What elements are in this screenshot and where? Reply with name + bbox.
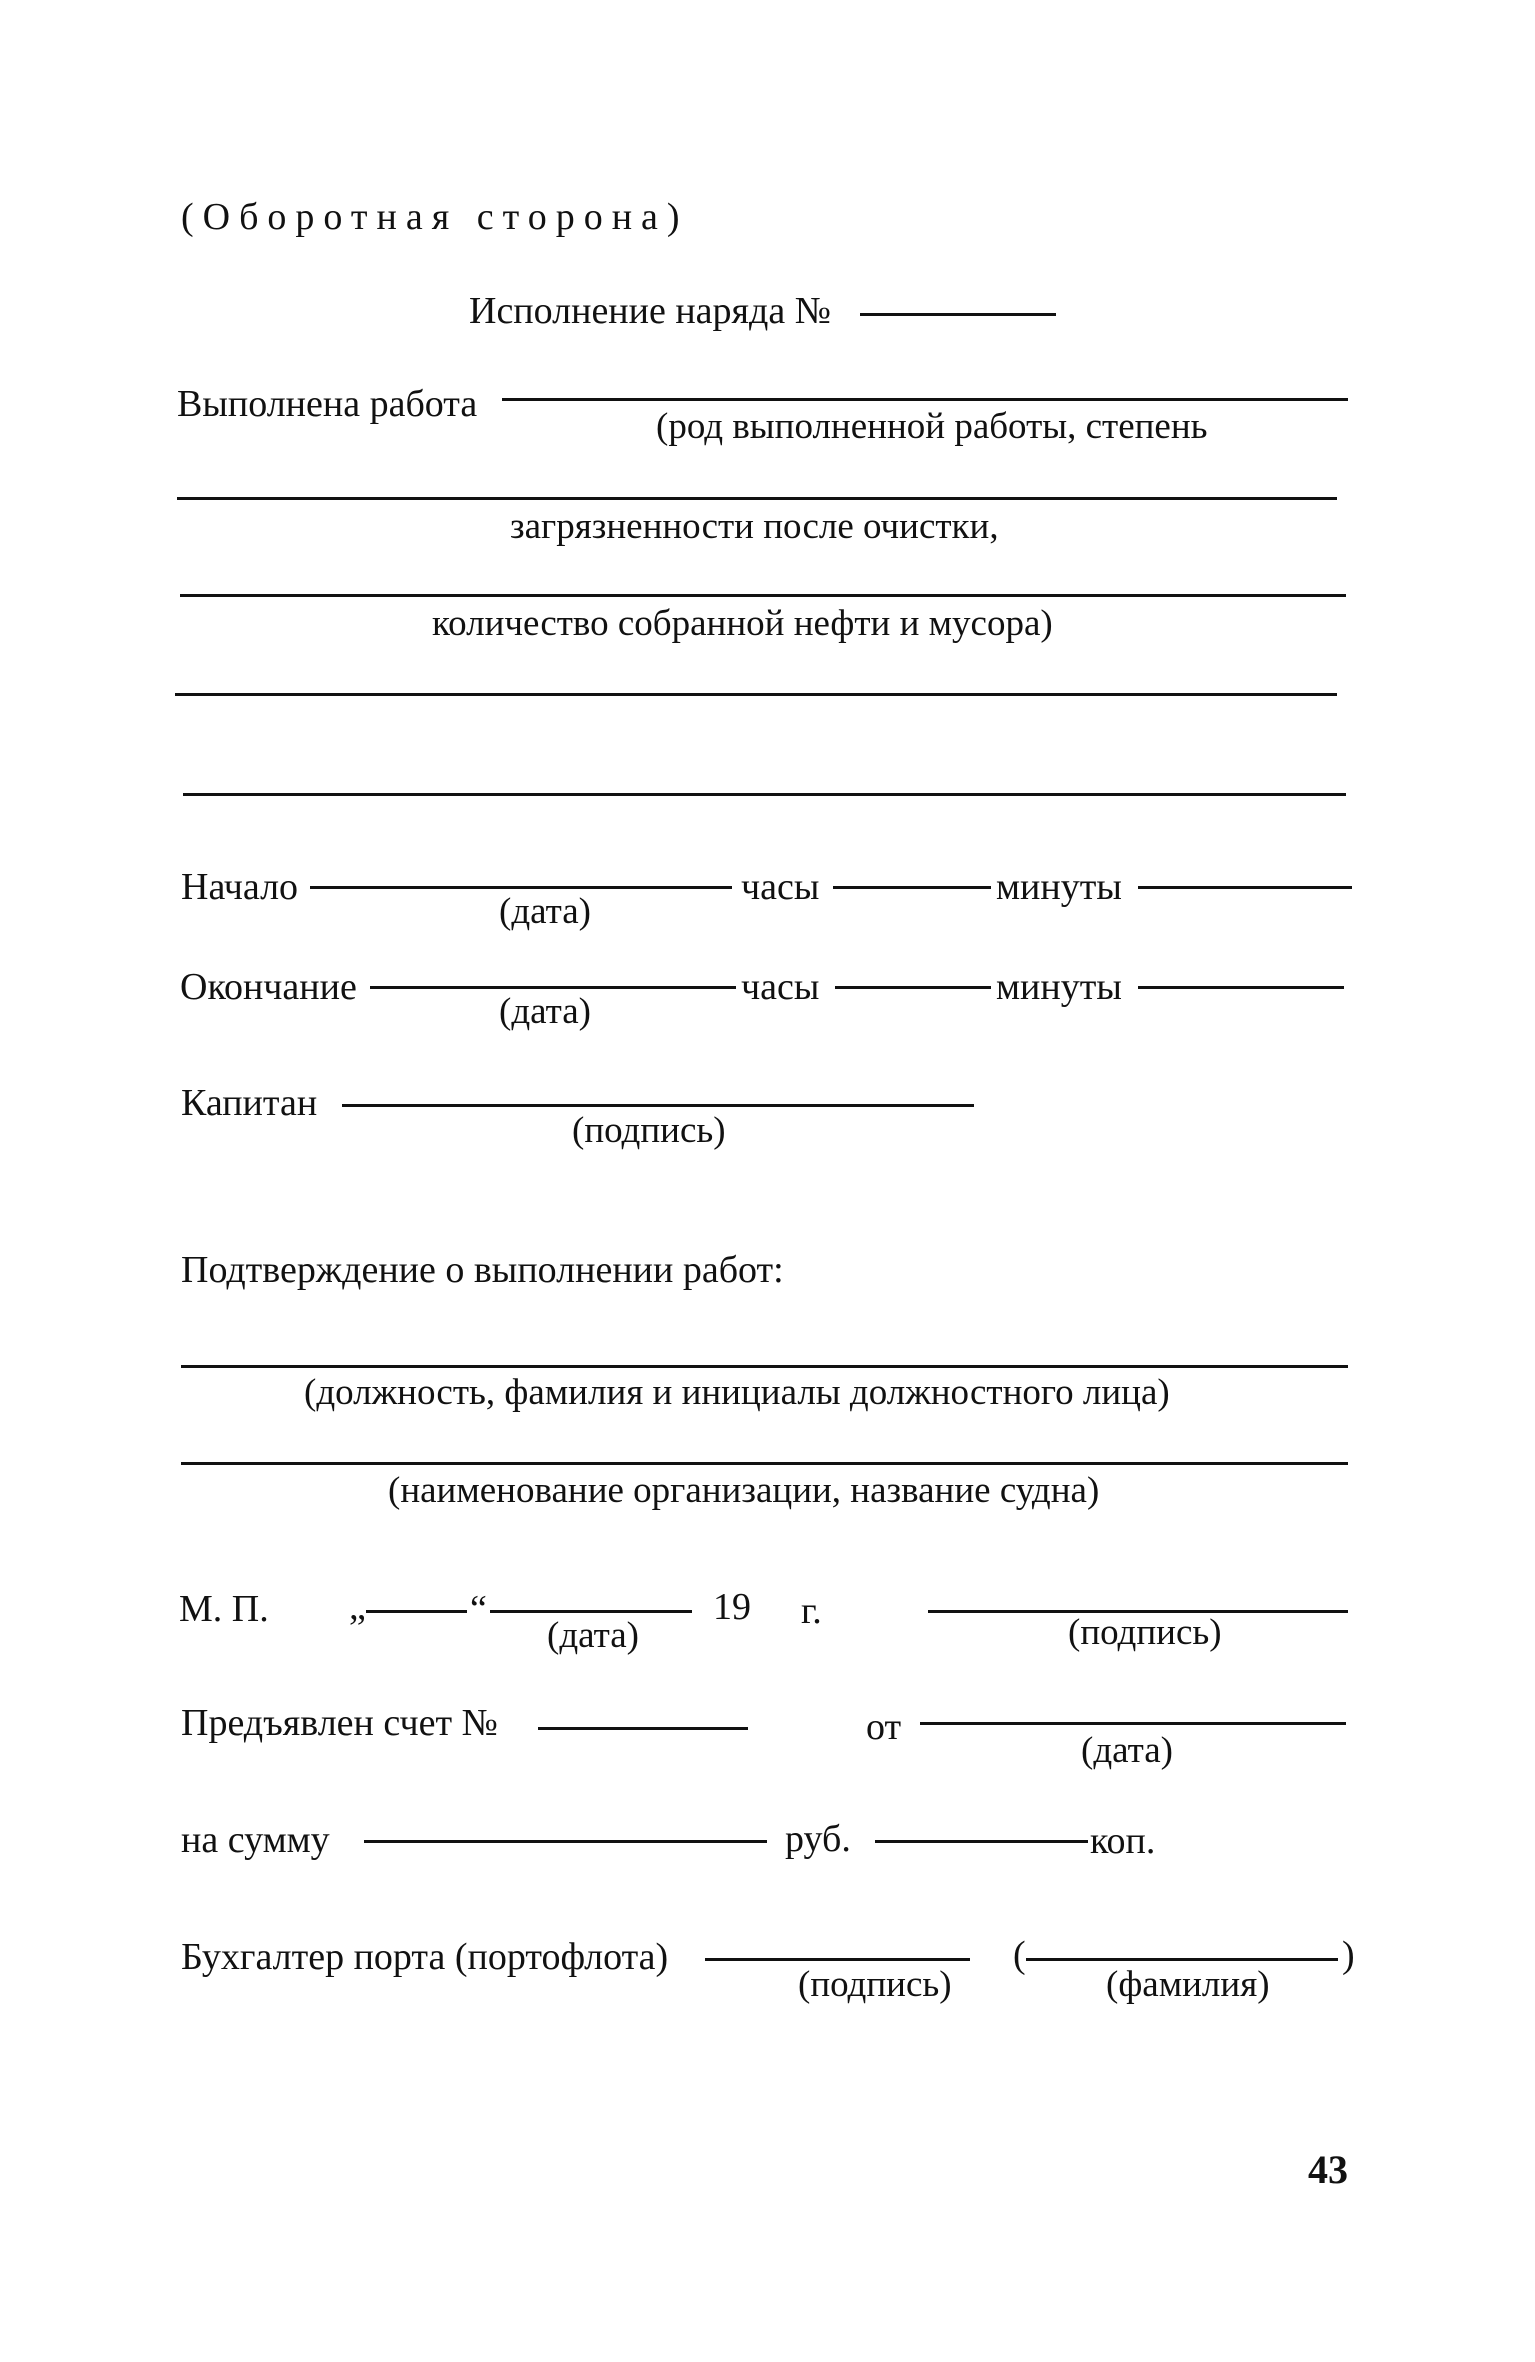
accountant-surname-line[interactable] <box>1026 1958 1338 1961</box>
close-paren: ) <box>1342 1934 1355 1976</box>
page-number: 43 <box>1308 2147 1348 2192</box>
rubles-line[interactable] <box>364 1840 767 1843</box>
organization-line[interactable] <box>181 1462 1348 1465</box>
kopecks-line[interactable] <box>875 1840 1088 1843</box>
stamp-place-label: М. П. <box>179 1588 269 1630</box>
work-label: Выполнена работа <box>177 383 478 425</box>
accountant-label: Бухгалтер порта (портофлота) <box>181 1936 669 1978</box>
stamp-signature-caption: (подпись) <box>1068 1612 1222 1653</box>
rubles-label: руб. <box>785 1818 851 1860</box>
start-minutes-label: минуты <box>996 866 1122 908</box>
open-quote: „ <box>349 1586 366 1628</box>
official-line[interactable] <box>181 1365 1348 1368</box>
accountant-surname-caption: (фамилия) <box>1106 1964 1270 2005</box>
stamp-date-caption: (дата) <box>547 1615 639 1656</box>
accountant-signature-line[interactable] <box>705 1958 970 1961</box>
end-hours-line[interactable] <box>835 986 991 989</box>
order-title: Исполнение наряда № <box>469 290 831 332</box>
end-minutes-label: минуты <box>996 966 1122 1008</box>
invoice-label: Предъявлен счет № <box>181 1702 498 1744</box>
accountant-signature-caption: (подпись) <box>798 1964 952 2005</box>
work-line-2[interactable] <box>177 497 1337 500</box>
end-label: Окончание <box>180 966 357 1008</box>
start-hours-label: часы <box>741 866 820 908</box>
close-quote: “ <box>470 1588 487 1630</box>
work-line-3[interactable] <box>180 594 1346 597</box>
end-date-line[interactable] <box>370 986 736 989</box>
start-label: Начало <box>181 866 299 908</box>
work-line-1[interactable] <box>502 398 1348 401</box>
confirmation-title: Подтверждение о выполнении работ: <box>181 1249 784 1291</box>
start-date-caption: (дата) <box>499 891 591 932</box>
invoice-from-label: от <box>866 1706 902 1748</box>
day-line[interactable] <box>366 1610 467 1613</box>
work-caption-2: загрязненности после очистки, <box>510 506 999 547</box>
invoice-date-caption: (дата) <box>1081 1730 1173 1771</box>
year-prefix: 19 <box>713 1586 751 1628</box>
kopecks-label: коп. <box>1090 1820 1156 1862</box>
organization-caption: (наименование организации, название судна) <box>388 1470 1100 1511</box>
work-line-5[interactable] <box>183 793 1346 796</box>
captain-label: Капитан <box>181 1082 318 1124</box>
start-hours-line[interactable] <box>833 886 991 889</box>
open-paren: ( <box>1013 1934 1026 1976</box>
invoice-date-line[interactable] <box>920 1722 1346 1725</box>
work-line-4[interactable] <box>175 693 1337 696</box>
year-suffix: г. <box>801 1590 822 1632</box>
start-date-line[interactable] <box>310 886 732 889</box>
reverse-side-label: (Оборотная сторона) <box>181 196 689 238</box>
captain-signature-line[interactable] <box>342 1104 974 1107</box>
end-date-caption: (дата) <box>499 991 591 1032</box>
work-caption-1: (род выполненной работы, степень <box>656 406 1208 447</box>
official-caption: (должность, фамилия и инициалы должностного лица) <box>304 1372 1170 1413</box>
captain-signature-caption: (подпись) <box>572 1110 726 1151</box>
month-line[interactable] <box>490 1610 692 1613</box>
start-minutes-line[interactable] <box>1138 886 1352 889</box>
amount-label: на сумму <box>181 1819 330 1861</box>
end-hours-label: часы <box>741 966 820 1008</box>
end-minutes-line[interactable] <box>1138 986 1344 989</box>
invoice-number-line[interactable] <box>538 1727 748 1730</box>
work-caption-3: количество собранной нефти и мусора) <box>432 603 1053 644</box>
order-number-line[interactable] <box>860 313 1056 316</box>
